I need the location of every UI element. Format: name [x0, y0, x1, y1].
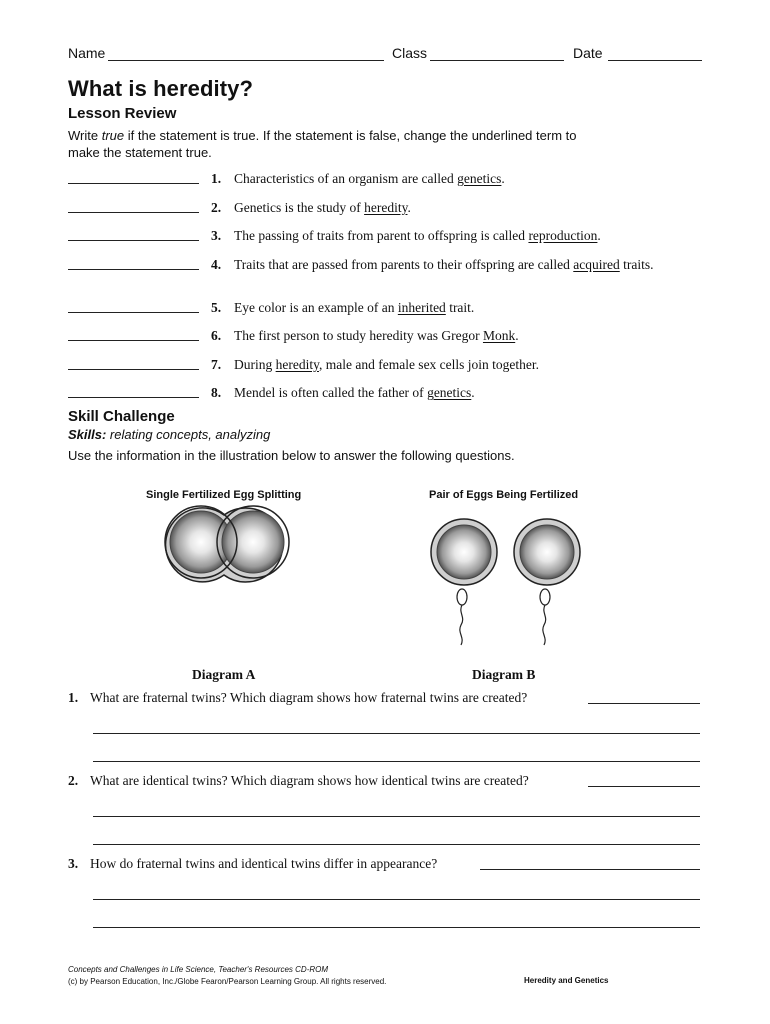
- statement-after: traits.: [619, 257, 654, 272]
- footer: [68, 964, 386, 988]
- answer-blank[interactable]: [68, 369, 199, 370]
- answer-blank[interactable]: [588, 786, 700, 787]
- answer-line[interactable]: [93, 927, 700, 928]
- statement-after: .: [501, 171, 505, 186]
- statement-text: [234, 257, 674, 273]
- statement-text: [234, 171, 694, 187]
- sperm-right: [540, 589, 550, 645]
- underlined-term: reproduction: [528, 228, 598, 243]
- statement-after: .: [471, 385, 475, 400]
- diagram-b-label: Diagram B: [472, 667, 536, 682]
- underlined-term: inherited: [397, 300, 446, 315]
- answer-line[interactable]: [93, 844, 700, 845]
- sperm-left: [457, 589, 467, 645]
- question-text: How do fraternal twins and identical twins differ in appearance?: [90, 856, 438, 871]
- statement-number: 7.: [211, 357, 222, 372]
- instructions-suffix: if the statement is true. If the statement is false, change the underlined term to make the statement true.: [68, 128, 577, 160]
- diagram-b-illustration: [428, 517, 588, 657]
- egg-right: [514, 519, 580, 585]
- class-blank[interactable]: [430, 60, 564, 61]
- statement-number: 5.: [211, 300, 222, 315]
- statement-before: Mendel is often called the father of: [234, 385, 428, 400]
- statement-number: 4.: [211, 257, 222, 272]
- statement-after: trait.: [445, 300, 475, 315]
- answer-blank[interactable]: [68, 269, 199, 270]
- header-fields: [68, 45, 702, 63]
- diagram-a-illustration: [160, 505, 320, 585]
- date-label: Date: [573, 45, 603, 61]
- splitting-egg: [165, 506, 289, 582]
- instructions-prefix: Write: [68, 128, 102, 143]
- page-title: What is heredity?: [68, 76, 254, 101]
- statement-before: Traits that are passed from parents to their offspring are called: [234, 257, 574, 272]
- statement-text: [234, 328, 694, 344]
- underlined-term: heredity: [275, 357, 319, 372]
- statement-before: The first person to study heredity was Gregor: [234, 328, 483, 343]
- name-label: Name: [68, 45, 106, 61]
- question-number: 2.: [68, 773, 79, 788]
- footer-book-title: Concepts and Challenges in Life Science, Teacher's Resources CD-ROM: [68, 965, 329, 974]
- answer-blank[interactable]: [68, 340, 199, 341]
- question-text: What are identical twins? Which diagram shows how identical twins are created?: [90, 773, 529, 788]
- question-text: What are fraternal twins? Which diagram shows how fraternal twins are created?: [90, 690, 528, 705]
- answer-line[interactable]: [93, 899, 700, 900]
- answer-blank[interactable]: [68, 212, 199, 213]
- statement-after: .: [597, 228, 601, 243]
- underlined-term: heredity: [364, 200, 408, 215]
- statement-text: [234, 228, 694, 244]
- lesson-review-heading: Lesson Review: [68, 105, 177, 122]
- name-blank[interactable]: [108, 60, 384, 61]
- skill-challenge-heading: Skill Challenge: [68, 408, 175, 425]
- statement-text: [234, 300, 694, 316]
- figure-b-title: Pair of Eggs Being Fertilized: [429, 489, 579, 501]
- skills-line: [68, 427, 270, 442]
- skills-text: relating concepts, analyzing: [106, 427, 271, 442]
- cell-right: [222, 511, 284, 573]
- statement-after: .: [515, 328, 519, 343]
- answer-line[interactable]: [93, 761, 700, 762]
- question-number: 1.: [68, 690, 79, 705]
- statement-text: [234, 200, 694, 216]
- instructions: [68, 127, 588, 161]
- statement-number: 8.: [211, 385, 222, 400]
- statement-before: Genetics is the study of: [234, 200, 365, 215]
- statement-after: .: [407, 200, 411, 215]
- statement-before: During: [234, 357, 276, 372]
- skills-label: Skills:: [68, 427, 107, 442]
- answer-blank[interactable]: [480, 869, 700, 870]
- figure-a-title: Single Fertilized Egg Splitting: [146, 489, 302, 501]
- statement-before: Characteristics of an organism are called: [234, 171, 458, 186]
- statement-number: 6.: [211, 328, 222, 343]
- answer-blank[interactable]: [68, 183, 199, 184]
- class-label: Class: [392, 45, 428, 61]
- footer-unit-title: Heredity and Genetics: [524, 976, 609, 985]
- question-number: 3.: [68, 856, 79, 871]
- answer-blank[interactable]: [68, 240, 199, 241]
- statement-text: [234, 357, 694, 373]
- statement-text: [234, 385, 694, 401]
- diagram-a-label: Diagram A: [192, 667, 256, 682]
- answer-line[interactable]: [93, 733, 700, 734]
- footer-copyright: (c) by Pearson Education, Inc./Globe Fearon/Pearson Learning Group. All rights reserved.: [68, 977, 387, 986]
- use-info-instruction: Use the information in the illustration below to answer the following questions.: [68, 448, 515, 463]
- underlined-term: Monk: [482, 328, 516, 343]
- date-blank[interactable]: [608, 60, 702, 61]
- underlined-term: acquired: [573, 257, 620, 272]
- answer-blank[interactable]: [68, 397, 199, 398]
- underlined-term: genetics: [457, 171, 502, 186]
- instructions-true-word: true: [101, 128, 125, 143]
- statement-before: Eye color is an example of an: [234, 300, 398, 315]
- underlined-term: genetics: [427, 385, 472, 400]
- statement-number: 3.: [211, 228, 222, 243]
- answer-blank[interactable]: [588, 703, 700, 704]
- statement-after: , male and female sex cells join together.: [318, 357, 540, 372]
- statement-before: The passing of traits from parent to offspring is called: [234, 228, 529, 243]
- statement-number: 1.: [211, 171, 222, 186]
- egg-left: [431, 519, 497, 585]
- statement-number: 2.: [211, 200, 222, 215]
- answer-line[interactable]: [93, 816, 700, 817]
- answer-blank[interactable]: [68, 312, 199, 313]
